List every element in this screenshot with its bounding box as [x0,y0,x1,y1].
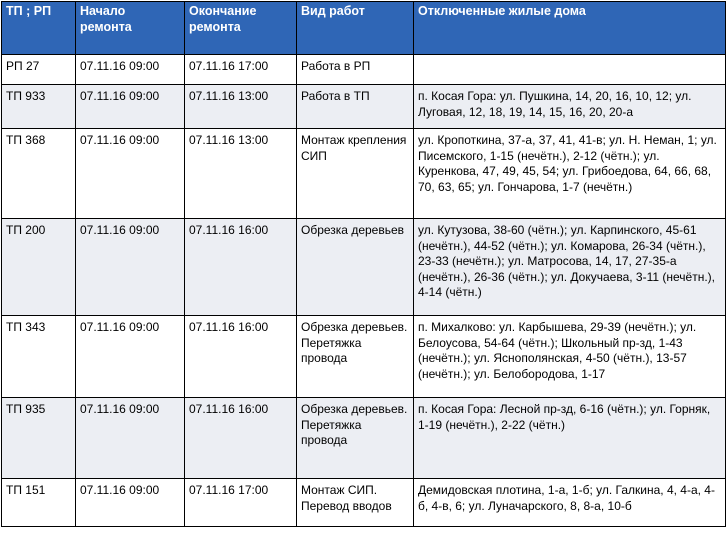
cell-tp: ТП 935 [2,398,76,479]
header-tp: ТП ; РП [2,2,76,55]
cell-start: 07.11.16 09:00 [76,85,185,129]
cell-tp: ТП 151 [2,479,76,527]
cell-start: 07.11.16 09:00 [76,219,185,316]
cell-houses: ул. Кутузова, 38-60 (чётн.); ул. Карпинского, 45-61 (нечётн.), 44-52 (чётн.); ул. Комарова, 26-34 (чётн.), 23-33 (нечётн.); ул. Матросова, 14, 17, 27-35-а (нечётн.), 26-36 (чётн.); ул. Докучаева, 3-11 (нечётн.), 4-14 (чётн.) [414,219,726,316]
cell-end: 07.11.16 16:00 [185,316,297,398]
table-row [2,55,726,85]
cell-end: 07.11.16 17:00 [185,479,297,527]
cell-work: Монтаж СИП. Перевод вводов [297,479,414,527]
cell-tp: РП 27 [2,55,76,85]
cell-tp: ТП 368 [2,129,76,219]
header-start: Начало ремонта [76,2,185,55]
cell-start: 07.11.16 09:00 [76,316,185,398]
cell-end: 07.11.16 17:00 [185,55,297,85]
cell-end: 07.11.16 13:00 [185,129,297,219]
cell-end: 07.11.16 16:00 [185,398,297,479]
cell-houses: п. Михалково: ул. Карбышева, 29-39 (нечётн.); ул. Белоусова, 54-64 (чётн.); Школьный пр-зд, 1-43 (нечётн.); ул. Яснополянская, 4-50 (чётн.), 13-57 (нечётн.); ул. Белобородова, 1-17 [414,316,726,398]
header-row [2,2,726,55]
table-row [2,316,726,398]
cell-tp: ТП 343 [2,316,76,398]
cell-start: 07.11.16 09:00 [76,129,185,219]
table-row [2,398,726,479]
cell-houses: Демидовская плотина, 1-а, 1-б; ул. Галкина, 4, 4-а, 4-б, 4-в, 6; ул. Луначарского, 8, 8-а, 10-б [414,479,726,527]
cell-end: 07.11.16 13:00 [185,85,297,129]
cell-houses: ул. Кропоткина, 37-а, 37, 41, 41-в; ул. Н. Неман, 1; ул. Писемского, 1-15 (нечётн.), 2-12 (чётн.); ул. Куренкова, 47, 49, 45, 54; ул. Грибоедова, 64, 66, 68, 70, 63, 65; ул. Гончарова, 1-7 (нечётн.) [414,129,726,219]
cell-work: Работа в ТП [297,85,414,129]
cell-work: Обрезка деревьев. Перетяжка провода [297,316,414,398]
cell-start: 07.11.16 09:00 [76,55,185,85]
cell-end: 07.11.16 16:00 [185,219,297,316]
header-houses: Отключенные жилые дома [414,2,726,55]
cell-tp: ТП 200 [2,219,76,316]
table-row [2,129,726,219]
cell-houses: п. Косая Гора: Лесной пр-зд, 6-16 (чётн.); ул. Горняк, 1-19 (нечётн.), 2-22 (чётн.) [414,398,726,479]
cell-start: 07.11.16 09:00 [76,479,185,527]
outage-table [1,1,726,527]
header-work: Вид работ [297,2,414,55]
table-row [2,479,726,527]
cell-houses: п. Косая Гора: ул. Пушкина, 14, 20, 16, 10, 12; ул. Луговая, 12, 18, 19, 14, 15, 16, 20, 20-а [414,85,726,129]
cell-houses [414,55,726,85]
table-row [2,85,726,129]
cell-work: Обрезка деревьев. Перетяжка провода [297,398,414,479]
cell-work: Работа в РП [297,55,414,85]
cell-tp: ТП 933 [2,85,76,129]
cell-start: 07.11.16 09:00 [76,398,185,479]
cell-work: Монтаж крепления СИП [297,129,414,219]
header-end: Окончание ремонта [185,2,297,55]
table-row [2,219,726,316]
cell-work: Обрезка деревьев [297,219,414,316]
